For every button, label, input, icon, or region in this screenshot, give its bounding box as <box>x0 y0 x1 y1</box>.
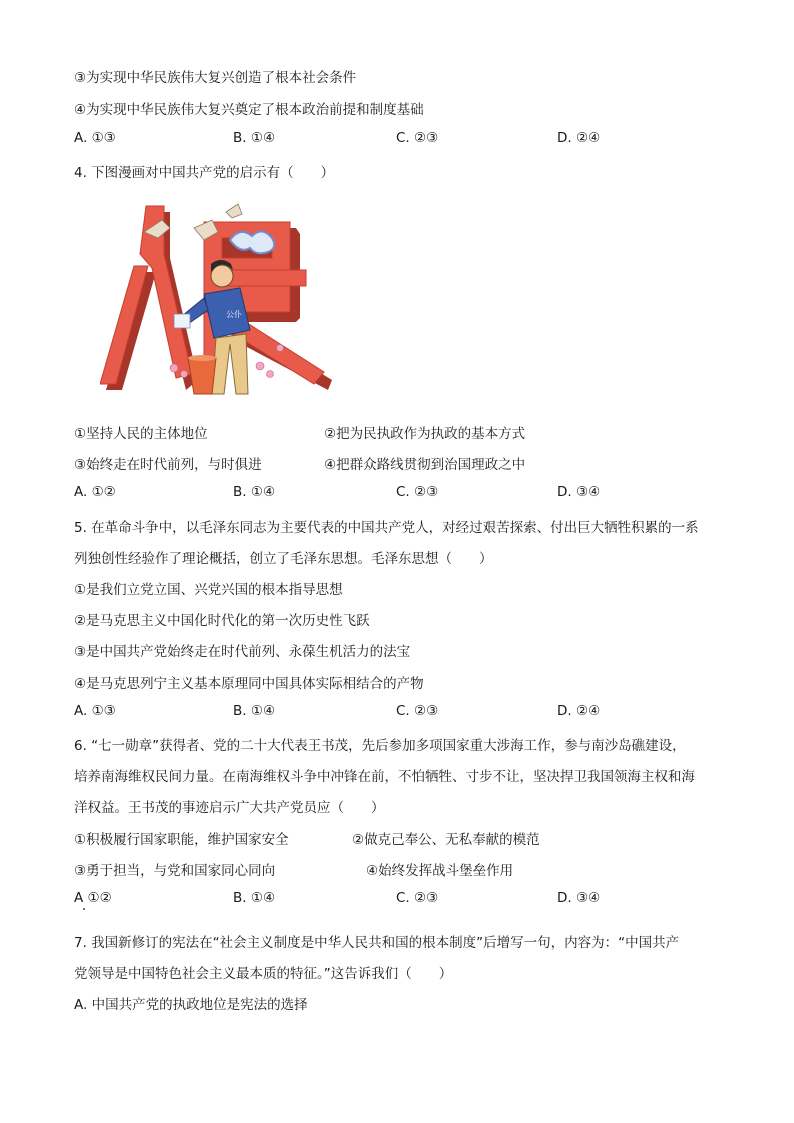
q6-option-a[interactable]: A ①② <box>74 890 112 906</box>
q5-option-d[interactable]: D. ②④ <box>557 703 601 719</box>
q6-statement-3: ③勇于担当，与党和国家同心同向 <box>74 863 276 879</box>
q4-statement-2: ②把为民执政作为执政的基本方式 <box>324 426 526 442</box>
q5-option-a[interactable]: A. ①③ <box>74 703 116 719</box>
q6-option-b[interactable]: B. ①④ <box>233 890 276 906</box>
cartoon-badge-text: 公仆 <box>226 310 242 319</box>
q5-stem-line-2: 列独创性经验作了理论概括，创立了毛泽东思想。毛泽东思想（ ） <box>74 551 493 567</box>
q5-statement-1: ①是我们立党立国、兴党兴国的根本指导思想 <box>74 582 343 598</box>
q6-stem-line-2: 培养南海维权民间力量。在南海维权斗争中冲锋在前，不怕牺牲、寸步不让，坚决捍卫我国领海主权和海 <box>74 769 695 785</box>
q4-statement-1: ①坚持人民的主体地位 <box>74 426 208 442</box>
q7-stem-line-1: 7. 我国新修订的宪法在“社会主义制度是中华人民共和国的根本制度”后增写一句，内容为：“中国共产 <box>74 935 680 951</box>
q6-option-d[interactable]: D. ③④ <box>557 890 601 906</box>
q6-stem-line-3: 洋权益。王书茂的事迹启示广大共产党员应（ ） <box>74 800 385 816</box>
q4-statement-3: ③始终走在时代前列，与时俱进 <box>74 457 262 473</box>
q4-option-a[interactable]: A. ①② <box>74 484 116 500</box>
stray-dot <box>83 908 85 910</box>
q4-stem: 4. 下图漫画对中国共产党的启示有（ ） <box>74 165 335 181</box>
q5-stem-line-1: 5. 在革命斗争中，以毛泽东同志为主要代表的中国共产党人，对经过艰苦探索、付出巨大牺牲积累的一系 <box>74 520 699 536</box>
q6-option-c[interactable]: C. ②③ <box>396 890 439 906</box>
q3-option-d[interactable]: D. ②④ <box>557 130 601 146</box>
q4-option-d[interactable]: D. ③④ <box>557 484 601 500</box>
q3-statement-3: ③为实现中华民族伟大复兴创造了根本社会条件 <box>74 70 357 86</box>
q3-statement-4: ④为实现中华民族伟大复兴奠定了根本政治前提和制度基础 <box>74 102 424 118</box>
q3-option-b[interactable]: B. ①④ <box>233 130 276 146</box>
q7-option-a[interactable]: A. 中国共产党的执政地位是宪法的选择 <box>74 997 308 1013</box>
q5-statement-2: ②是马克思主义中国化时代化的第一次历史性飞跃 <box>74 613 370 629</box>
q5-option-c[interactable]: C. ②③ <box>396 703 439 719</box>
q4-cartoon-image <box>100 198 340 404</box>
q6-statement-4: ④始终发挥战斗堡垒作用 <box>366 863 514 879</box>
q3-option-a[interactable]: A. ①③ <box>74 130 116 146</box>
q4-option-c[interactable]: C. ②③ <box>396 484 439 500</box>
q6-stem-line-1: 6. “七一勋章”获得者、党的二十大代表王书茂，先后参加多项国家重大涉海工作，参与南沙岛礁建设， <box>74 738 686 754</box>
q5-statement-4: ④是马克思列宁主义基本原理同中国具体实际相结合的产物 <box>74 676 424 692</box>
q5-option-b[interactable]: B. ①④ <box>233 703 276 719</box>
q4-option-b[interactable]: B. ①④ <box>233 484 276 500</box>
q6-statement-2: ②做克己奉公、无私奉献的模范 <box>352 832 540 848</box>
q4-statement-4: ④把群众路线贯彻到治国理政之中 <box>324 457 526 473</box>
q7-stem-line-2: 党领导是中国特色社会主义最本质的特征。”这告诉我们（ ） <box>74 966 453 982</box>
q6-statement-1: ①积极履行国家职能，维护国家安全 <box>74 832 289 848</box>
q5-statement-3: ③是中国共产党始终走在时代前列、永葆生机活力的法宝 <box>74 644 411 660</box>
q3-option-c[interactable]: C. ②③ <box>396 130 439 146</box>
